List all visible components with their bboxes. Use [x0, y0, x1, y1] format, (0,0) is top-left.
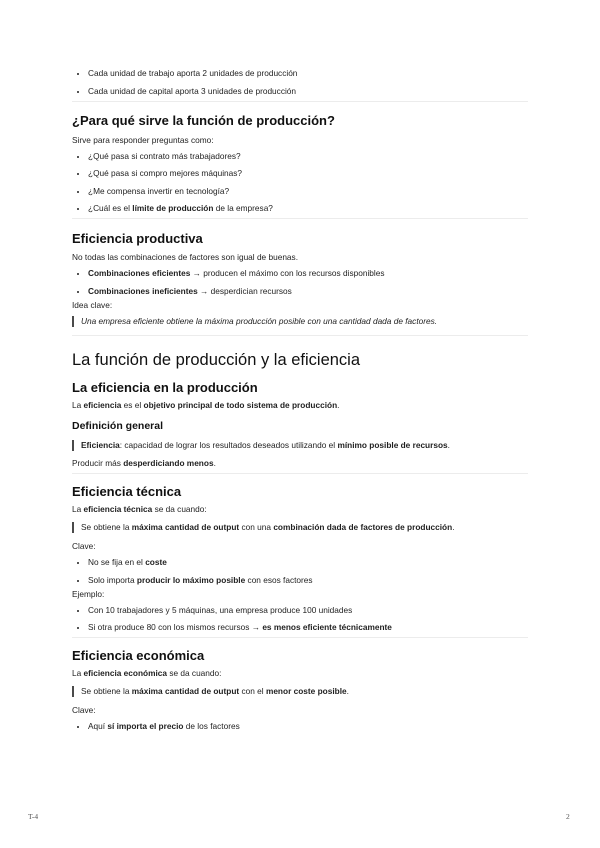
text: ¿Cuál es el: [88, 203, 133, 214]
list-item: [88, 286, 528, 296]
section-title-eficiencia-economica: Eficiencia económica: [72, 648, 205, 664]
bold-text: menor coste posible: [265, 686, 347, 697]
clave-list: [72, 721, 528, 731]
subsection-title-definicion: Definición general: [72, 419, 164, 432]
text: → desperdician recursos: [197, 285, 292, 296]
text: La: [72, 668, 84, 679]
bold-text: máxima cantidad de output: [131, 521, 240, 532]
bold-text: Eficiencia: [81, 439, 120, 450]
list-item: [88, 557, 528, 567]
text: La: [72, 399, 84, 410]
text: Si otra produce 80 con los mismos recursos →: [88, 622, 263, 633]
idea-label: Idea clave:: [72, 299, 113, 310]
list-item: [88, 622, 528, 632]
list-item: • Con 10 trabajadores y 5 máquinas, una empresa produce 100 unidades: [88, 605, 528, 615]
paragraph: [72, 668, 528, 678]
page-number: 2: [566, 812, 570, 821]
bold-text: combinación dada de factores de producción: [273, 521, 453, 532]
text: se da cuando:: [152, 503, 207, 514]
list-item: [88, 721, 528, 731]
combinations-list: [72, 268, 528, 296]
paragraph: Sirve para responder preguntas como:: [72, 134, 214, 145]
bold-text: Combinaciones eficientes: [88, 268, 191, 279]
paragraph: [72, 400, 528, 410]
bold-text: mínimo posible de recursos: [337, 439, 448, 450]
text: .: [452, 521, 455, 532]
text: → producen el máximo con los recursos disponibles: [190, 268, 385, 279]
text: se da cuando:: [167, 668, 222, 679]
bold-text: es menos eficiente técnicamente: [262, 622, 392, 633]
list-item: • Cada unidad de trabajo aporta 2 unidades de producción: [88, 68, 528, 78]
bold-text: eficiencia técnica: [83, 503, 153, 514]
bold-text: objetivo principal de todo sistema de producción: [143, 399, 338, 410]
text: Aquí: [88, 721, 108, 732]
ejemplo-list: [72, 605, 528, 633]
clave-label: Clave:: [72, 540, 96, 551]
definition-quote: [72, 440, 528, 451]
bold-text: coste: [145, 556, 167, 567]
text: de los factores: [183, 721, 240, 732]
intro-list: [72, 68, 528, 96]
section-title-eficiencia-produccion: La eficiencia en la producción: [72, 379, 258, 395]
paragraph: No todas las combinaciones de factores son igual de buenas.: [72, 252, 299, 263]
section-title-eficiencia-tecnica: Eficiencia técnica: [72, 483, 182, 499]
list-item: • ¿Qué pasa si contrato más trabajadores?: [88, 151, 528, 161]
text: Se obtiene la: [81, 686, 132, 697]
text: de la empresa?: [213, 203, 273, 214]
page-title: La función de producción y la eficiencia: [72, 350, 361, 369]
text: .: [337, 399, 340, 410]
questions-list: [72, 151, 528, 214]
list-item: • Cada unidad de capital aporta 3 unidades de producción: [88, 86, 528, 96]
divider: [72, 101, 528, 102]
section-title-para-que: ¿Para qué sirve la función de producción?: [72, 112, 335, 128]
text: es el: [121, 399, 144, 410]
paragraph: [72, 504, 528, 514]
divider: [72, 473, 528, 474]
bold-text: Combinaciones ineficientes: [88, 285, 198, 296]
bold-text: máxima cantidad de output: [131, 686, 240, 697]
text: con el: [239, 686, 266, 697]
list-item: [88, 203, 528, 213]
bold-text: desperdiciando menos: [123, 457, 214, 468]
text: con esos factores: [245, 574, 313, 585]
bold-text: eficiencia económica: [83, 668, 168, 679]
clave-label: Clave:: [72, 705, 96, 716]
text: : capacidad de lograr los resultados deseados utilizando el: [119, 439, 338, 450]
text: .: [447, 439, 450, 450]
ejemplo-label: Ejemplo:: [72, 588, 105, 599]
text: .: [346, 686, 349, 697]
divider: [72, 335, 528, 336]
technical-efficiency-quote: [72, 522, 528, 533]
footer-left-label: T-4: [28, 812, 39, 821]
bold-text: sí importa el precio: [107, 721, 184, 732]
list-item: • ¿Qué pasa si compro mejores máquinas?: [88, 168, 528, 178]
text: No se fija en el: [88, 556, 146, 567]
divider: [72, 637, 528, 638]
list-item: [88, 575, 528, 585]
bold-text: producir lo máximo posible: [136, 574, 246, 585]
text: con una: [239, 521, 274, 532]
list-item: [88, 268, 528, 278]
page-content: [72, 68, 528, 739]
text: Producir más: [72, 457, 124, 468]
text: La: [72, 503, 84, 514]
text: .: [213, 457, 216, 468]
paragraph: [72, 458, 528, 468]
clave-list: [72, 557, 528, 585]
text: Solo importa: [88, 574, 137, 585]
list-item: • ¿Me compensa invertir en tecnología?: [88, 186, 528, 196]
bold-text: límite de producción: [132, 203, 214, 214]
economic-efficiency-quote: [72, 686, 528, 697]
key-idea-quote: [72, 316, 528, 327]
divider: [72, 218, 528, 219]
text: Se obtiene la: [81, 521, 132, 532]
section-title-eficiencia-productiva: Eficiencia productiva: [72, 231, 203, 247]
quote-text: Una empresa eficiente obtiene la máxima producción posible con una cantidad dada de factores.: [81, 315, 438, 326]
bold-text: eficiencia: [83, 399, 122, 410]
